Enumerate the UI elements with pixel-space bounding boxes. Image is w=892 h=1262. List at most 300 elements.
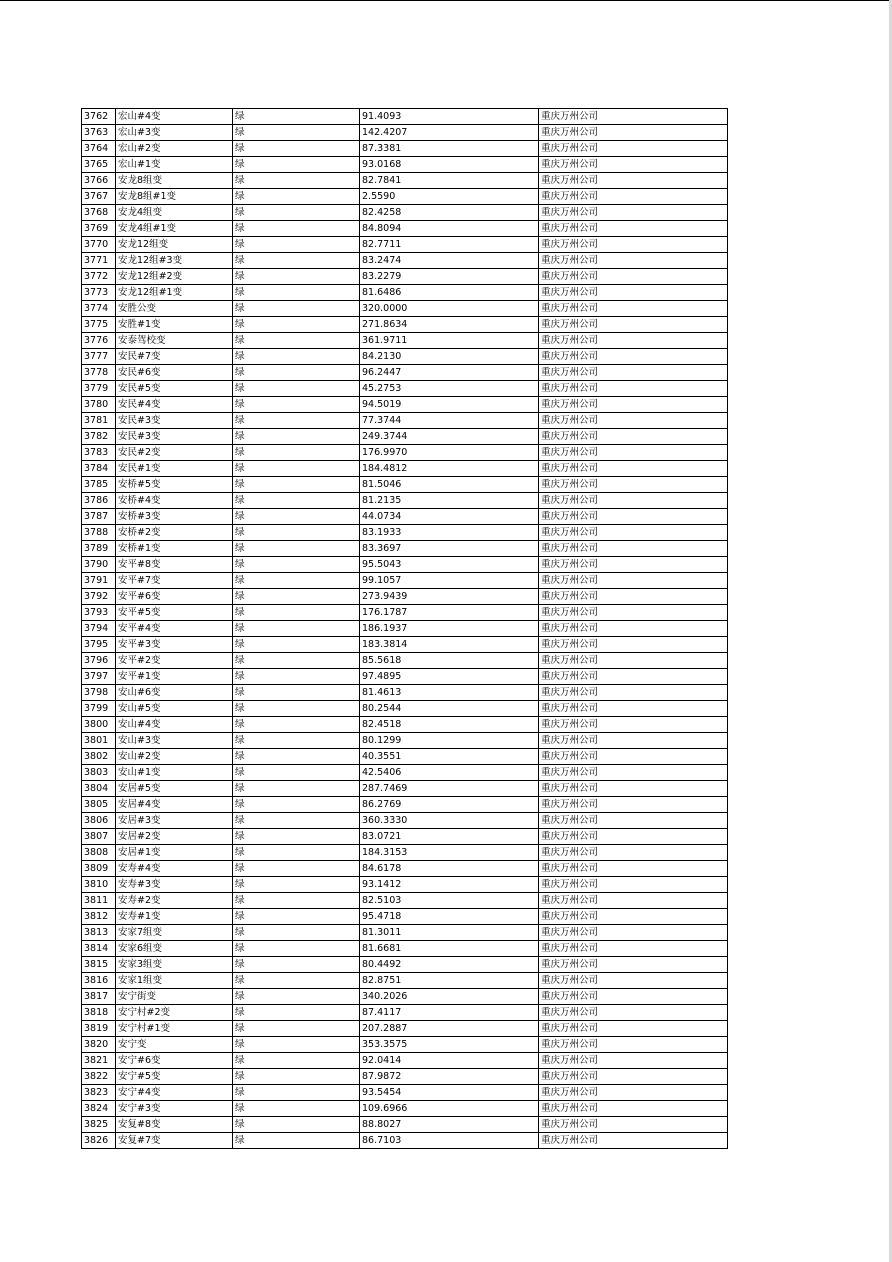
row-org-cell: 重庆万州公司 — [539, 237, 728, 253]
row-color-cell: 绿 — [233, 333, 360, 349]
row-value-cell: 83.2279 — [360, 269, 539, 285]
row-color-cell: 绿 — [233, 749, 360, 765]
row-org-cell: 重庆万州公司 — [539, 173, 728, 189]
row-id-cell: 3810 — [82, 877, 116, 893]
row-id-cell: 3807 — [82, 829, 116, 845]
row-value-cell: 96.2447 — [360, 365, 539, 381]
table-row — [82, 989, 728, 1005]
row-value-cell: 87.4117 — [360, 1005, 539, 1021]
row-name-cell: 安居#3变 — [116, 813, 233, 829]
row-org-cell: 重庆万州公司 — [539, 525, 728, 541]
row-id-cell: 3770 — [82, 237, 116, 253]
table-row — [82, 845, 728, 861]
row-value-cell: 82.8751 — [360, 973, 539, 989]
row-color-cell: 绿 — [233, 125, 360, 141]
row-color-cell: 绿 — [233, 253, 360, 269]
row-name-cell: 安桥#5变 — [116, 477, 233, 493]
row-name-cell: 安民#5变 — [116, 381, 233, 397]
row-name-cell: 安家3组变 — [116, 957, 233, 973]
table-row — [82, 173, 728, 189]
row-org-cell: 重庆万州公司 — [539, 829, 728, 845]
row-value-cell: 84.2130 — [360, 349, 539, 365]
row-value-cell: 81.6486 — [360, 285, 539, 301]
row-value-cell: 83.3697 — [360, 541, 539, 557]
row-value-cell: 2.5590 — [360, 189, 539, 205]
table-row — [82, 669, 728, 685]
row-id-cell: 3814 — [82, 941, 116, 957]
row-id-cell: 3767 — [82, 189, 116, 205]
row-value-cell: 184.4812 — [360, 461, 539, 477]
row-id-cell: 3817 — [82, 989, 116, 1005]
row-color-cell: 绿 — [233, 317, 360, 333]
row-value-cell: 82.7841 — [360, 173, 539, 189]
row-id-cell: 3798 — [82, 685, 116, 701]
row-name-cell: 宏山#3变 — [116, 125, 233, 141]
table-row — [82, 125, 728, 141]
row-org-cell: 重庆万州公司 — [539, 317, 728, 333]
table-row — [82, 925, 728, 941]
table-row — [82, 525, 728, 541]
row-value-cell: 80.4492 — [360, 957, 539, 973]
row-value-cell: 95.4718 — [360, 909, 539, 925]
row-value-cell: 93.0168 — [360, 157, 539, 173]
row-color-cell: 绿 — [233, 605, 360, 621]
row-org-cell: 重庆万州公司 — [539, 125, 728, 141]
table-row — [82, 461, 728, 477]
row-value-cell: 176.1787 — [360, 605, 539, 621]
table-row — [82, 1037, 728, 1053]
table-row — [82, 813, 728, 829]
row-value-cell: 84.6178 — [360, 861, 539, 877]
row-name-cell: 安平#4变 — [116, 621, 233, 637]
row-color-cell: 绿 — [233, 909, 360, 925]
row-name-cell: 安龙12组变 — [116, 237, 233, 253]
row-color-cell: 绿 — [233, 1085, 360, 1101]
row-name-cell: 安山#5变 — [116, 701, 233, 717]
page-top-rule — [0, 0, 890, 1]
row-org-cell: 重庆万州公司 — [539, 781, 728, 797]
table-row — [82, 717, 728, 733]
row-org-cell: 重庆万州公司 — [539, 189, 728, 205]
row-name-cell: 安民#3变 — [116, 413, 233, 429]
row-id-cell: 3800 — [82, 717, 116, 733]
table-row — [82, 141, 728, 157]
row-value-cell: 320.0000 — [360, 301, 539, 317]
row-org-cell: 重庆万州公司 — [539, 1085, 728, 1101]
table-row — [82, 509, 728, 525]
row-org-cell: 重庆万州公司 — [539, 1101, 728, 1117]
row-value-cell: 81.3011 — [360, 925, 539, 941]
row-color-cell: 绿 — [233, 189, 360, 205]
row-name-cell: 安宁变 — [116, 1037, 233, 1053]
row-color-cell: 绿 — [233, 493, 360, 509]
row-name-cell: 安平#6变 — [116, 589, 233, 605]
row-id-cell: 3764 — [82, 141, 116, 157]
row-name-cell: 安民#3变 — [116, 429, 233, 445]
row-value-cell: 80.2544 — [360, 701, 539, 717]
row-name-cell: 安龙4组#1变 — [116, 221, 233, 237]
row-org-cell: 重庆万州公司 — [539, 509, 728, 525]
row-value-cell: 81.2135 — [360, 493, 539, 509]
row-value-cell: 184.3153 — [360, 845, 539, 861]
row-color-cell: 绿 — [233, 845, 360, 861]
row-value-cell: 271.8634 — [360, 317, 539, 333]
row-id-cell: 3796 — [82, 653, 116, 669]
row-color-cell: 绿 — [233, 653, 360, 669]
table-row — [82, 557, 728, 573]
row-org-cell: 重庆万州公司 — [539, 365, 728, 381]
row-value-cell: 82.4518 — [360, 717, 539, 733]
row-name-cell: 安复#8变 — [116, 1117, 233, 1133]
row-id-cell: 3762 — [82, 109, 116, 125]
row-id-cell: 3811 — [82, 893, 116, 909]
row-org-cell: 重庆万州公司 — [539, 717, 728, 733]
row-org-cell: 重庆万州公司 — [539, 541, 728, 557]
row-org-cell: 重庆万州公司 — [539, 477, 728, 493]
row-org-cell: 重庆万州公司 — [539, 893, 728, 909]
row-value-cell: 186.1937 — [360, 621, 539, 637]
row-color-cell: 绿 — [233, 813, 360, 829]
row-name-cell: 安龙8组变 — [116, 173, 233, 189]
row-org-cell: 重庆万州公司 — [539, 637, 728, 653]
row-name-cell: 安宁村#2变 — [116, 1005, 233, 1021]
row-color-cell: 绿 — [233, 205, 360, 221]
row-name-cell: 安民#2变 — [116, 445, 233, 461]
table-row — [82, 1069, 728, 1085]
row-color-cell: 绿 — [233, 781, 360, 797]
row-id-cell: 3792 — [82, 589, 116, 605]
row-value-cell: 84.8094 — [360, 221, 539, 237]
row-org-cell: 重庆万州公司 — [539, 1053, 728, 1069]
row-value-cell: 81.4613 — [360, 685, 539, 701]
row-name-cell: 安寿#1变 — [116, 909, 233, 925]
table-row — [82, 1117, 728, 1133]
row-id-cell: 3801 — [82, 733, 116, 749]
row-color-cell: 绿 — [233, 557, 360, 573]
row-org-cell: 重庆万州公司 — [539, 1133, 728, 1149]
row-org-cell: 重庆万州公司 — [539, 333, 728, 349]
row-id-cell: 3823 — [82, 1085, 116, 1101]
row-id-cell: 3808 — [82, 845, 116, 861]
row-id-cell: 3775 — [82, 317, 116, 333]
row-name-cell: 安龙12组#3变 — [116, 253, 233, 269]
row-id-cell: 3782 — [82, 429, 116, 445]
row-name-cell: 安山#1变 — [116, 765, 233, 781]
row-value-cell: 82.4258 — [360, 205, 539, 221]
row-value-cell: 45.2753 — [360, 381, 539, 397]
table-row — [82, 941, 728, 957]
row-name-cell: 安寿#2变 — [116, 893, 233, 909]
row-name-cell: 安家7组变 — [116, 925, 233, 941]
row-org-cell: 重庆万州公司 — [539, 205, 728, 221]
row-id-cell: 3794 — [82, 621, 116, 637]
table-row — [82, 477, 728, 493]
row-color-cell: 绿 — [233, 109, 360, 125]
table-row — [82, 781, 728, 797]
row-color-cell: 绿 — [233, 989, 360, 1005]
table-row — [82, 189, 728, 205]
row-color-cell: 绿 — [233, 765, 360, 781]
table-row — [82, 429, 728, 445]
row-org-cell: 重庆万州公司 — [539, 813, 728, 829]
row-value-cell: 86.7103 — [360, 1133, 539, 1149]
row-name-cell: 安山#6变 — [116, 685, 233, 701]
row-value-cell: 77.3744 — [360, 413, 539, 429]
row-color-cell: 绿 — [233, 365, 360, 381]
row-name-cell: 安龙12组#1变 — [116, 285, 233, 301]
row-name-cell: 安山#3变 — [116, 733, 233, 749]
row-id-cell: 3765 — [82, 157, 116, 173]
table-row — [82, 237, 728, 253]
table-row — [82, 653, 728, 669]
table-row — [82, 1053, 728, 1069]
row-value-cell: 92.0414 — [360, 1053, 539, 1069]
row-name-cell: 安山#2变 — [116, 749, 233, 765]
row-id-cell: 3819 — [82, 1021, 116, 1037]
row-color-cell: 绿 — [233, 1021, 360, 1037]
row-org-cell: 重庆万州公司 — [539, 1037, 728, 1053]
row-name-cell: 宏山#1变 — [116, 157, 233, 173]
row-name-cell: 安宁村#1变 — [116, 1021, 233, 1037]
row-color-cell: 绿 — [233, 1133, 360, 1149]
row-name-cell: 安桥#1变 — [116, 541, 233, 557]
row-id-cell: 3786 — [82, 493, 116, 509]
table-row — [82, 445, 728, 461]
table-row — [82, 285, 728, 301]
row-value-cell: 82.7711 — [360, 237, 539, 253]
row-color-cell: 绿 — [233, 285, 360, 301]
row-value-cell: 44.0734 — [360, 509, 539, 525]
row-color-cell: 绿 — [233, 877, 360, 893]
data-table — [81, 108, 728, 1149]
row-value-cell: 97.4895 — [360, 669, 539, 685]
row-color-cell: 绿 — [233, 349, 360, 365]
row-color-cell: 绿 — [233, 685, 360, 701]
row-id-cell: 3824 — [82, 1101, 116, 1117]
row-color-cell: 绿 — [233, 509, 360, 525]
row-org-cell: 重庆万州公司 — [539, 109, 728, 125]
row-color-cell: 绿 — [233, 1053, 360, 1069]
row-id-cell: 3821 — [82, 1053, 116, 1069]
row-name-cell: 安家6组变 — [116, 941, 233, 957]
row-org-cell: 重庆万州公司 — [539, 381, 728, 397]
table-row — [82, 1101, 728, 1117]
table-row — [82, 333, 728, 349]
table-row — [82, 797, 728, 813]
row-color-cell: 绿 — [233, 173, 360, 189]
row-color-cell: 绿 — [233, 637, 360, 653]
row-value-cell: 360.3330 — [360, 813, 539, 829]
row-org-cell: 重庆万州公司 — [539, 157, 728, 173]
row-org-cell: 重庆万州公司 — [539, 413, 728, 429]
row-id-cell: 3797 — [82, 669, 116, 685]
row-value-cell: 183.3814 — [360, 637, 539, 653]
row-org-cell: 重庆万州公司 — [539, 349, 728, 365]
row-value-cell: 83.2474 — [360, 253, 539, 269]
row-color-cell: 绿 — [233, 141, 360, 157]
row-value-cell: 82.5103 — [360, 893, 539, 909]
table-row — [82, 413, 728, 429]
table-row — [82, 1021, 728, 1037]
row-org-cell: 重庆万州公司 — [539, 573, 728, 589]
row-value-cell: 83.0721 — [360, 829, 539, 845]
row-id-cell: 3766 — [82, 173, 116, 189]
row-color-cell: 绿 — [233, 861, 360, 877]
row-value-cell: 142.4207 — [360, 125, 539, 141]
row-name-cell: 安泰驾校变 — [116, 333, 233, 349]
row-id-cell: 3773 — [82, 285, 116, 301]
row-id-cell: 3799 — [82, 701, 116, 717]
row-color-cell: 绿 — [233, 701, 360, 717]
row-value-cell: 81.6681 — [360, 941, 539, 957]
row-name-cell: 安民#4变 — [116, 397, 233, 413]
row-color-cell: 绿 — [233, 973, 360, 989]
row-name-cell: 安宁#4变 — [116, 1085, 233, 1101]
row-color-cell: 绿 — [233, 957, 360, 973]
row-value-cell: 83.1933 — [360, 525, 539, 541]
row-org-cell: 重庆万州公司 — [539, 1005, 728, 1021]
row-name-cell: 安家1组变 — [116, 973, 233, 989]
row-id-cell: 3787 — [82, 509, 116, 525]
row-org-cell: 重庆万州公司 — [539, 973, 728, 989]
row-id-cell: 3826 — [82, 1133, 116, 1149]
row-id-cell: 3788 — [82, 525, 116, 541]
row-value-cell: 273.9439 — [360, 589, 539, 605]
row-color-cell: 绿 — [233, 717, 360, 733]
table-row — [82, 157, 728, 173]
row-value-cell: 87.3381 — [360, 141, 539, 157]
row-org-cell: 重庆万州公司 — [539, 925, 728, 941]
row-id-cell: 3777 — [82, 349, 116, 365]
row-org-cell: 重庆万州公司 — [539, 221, 728, 237]
row-org-cell: 重庆万州公司 — [539, 797, 728, 813]
table-row — [82, 397, 728, 413]
row-org-cell: 重庆万州公司 — [539, 733, 728, 749]
row-id-cell: 3784 — [82, 461, 116, 477]
row-value-cell: 93.5454 — [360, 1085, 539, 1101]
row-name-cell: 安平#5变 — [116, 605, 233, 621]
row-org-cell: 重庆万州公司 — [539, 909, 728, 925]
row-id-cell: 3783 — [82, 445, 116, 461]
row-name-cell: 安胜公变 — [116, 301, 233, 317]
table-row — [82, 493, 728, 509]
row-color-cell: 绿 — [233, 733, 360, 749]
row-value-cell: 353.3575 — [360, 1037, 539, 1053]
table-row — [82, 205, 728, 221]
row-id-cell: 3818 — [82, 1005, 116, 1021]
row-color-cell: 绿 — [233, 1101, 360, 1117]
row-name-cell: 安居#2变 — [116, 829, 233, 845]
row-id-cell: 3802 — [82, 749, 116, 765]
row-org-cell: 重庆万州公司 — [539, 749, 728, 765]
row-color-cell: 绿 — [233, 941, 360, 957]
row-org-cell: 重庆万州公司 — [539, 621, 728, 637]
row-name-cell: 安民#6变 — [116, 365, 233, 381]
row-color-cell: 绿 — [233, 381, 360, 397]
row-name-cell: 安寿#3变 — [116, 877, 233, 893]
row-id-cell: 3809 — [82, 861, 116, 877]
row-color-cell: 绿 — [233, 925, 360, 941]
table-row — [82, 589, 728, 605]
row-color-cell: 绿 — [233, 237, 360, 253]
row-org-cell: 重庆万州公司 — [539, 1021, 728, 1037]
row-org-cell: 重庆万州公司 — [539, 1069, 728, 1085]
row-org-cell: 重庆万州公司 — [539, 957, 728, 973]
table-row — [82, 381, 728, 397]
row-color-cell: 绿 — [233, 797, 360, 813]
row-name-cell: 安龙8组#1变 — [116, 189, 233, 205]
row-org-cell: 重庆万州公司 — [539, 253, 728, 269]
row-color-cell: 绿 — [233, 589, 360, 605]
row-id-cell: 3776 — [82, 333, 116, 349]
row-name-cell: 安平#8变 — [116, 557, 233, 573]
table-row — [82, 701, 728, 717]
table-row — [82, 637, 728, 653]
row-id-cell: 3795 — [82, 637, 116, 653]
table-body — [82, 109, 728, 1149]
row-id-cell: 3803 — [82, 765, 116, 781]
row-color-cell: 绿 — [233, 829, 360, 845]
row-id-cell: 3793 — [82, 605, 116, 621]
row-color-cell: 绿 — [233, 1005, 360, 1021]
row-color-cell: 绿 — [233, 397, 360, 413]
row-name-cell: 安桥#3变 — [116, 509, 233, 525]
table-row — [82, 253, 728, 269]
row-name-cell: 安民#7变 — [116, 349, 233, 365]
row-color-cell: 绿 — [233, 157, 360, 173]
row-org-cell: 重庆万州公司 — [539, 669, 728, 685]
row-color-cell: 绿 — [233, 893, 360, 909]
row-id-cell: 3804 — [82, 781, 116, 797]
row-value-cell: 85.5618 — [360, 653, 539, 669]
table-row — [82, 877, 728, 893]
table-row — [82, 605, 728, 621]
row-value-cell: 94.5019 — [360, 397, 539, 413]
row-id-cell: 3772 — [82, 269, 116, 285]
row-value-cell: 42.5406 — [360, 765, 539, 781]
row-id-cell: 3820 — [82, 1037, 116, 1053]
row-name-cell: 安山#4变 — [116, 717, 233, 733]
table-row — [82, 365, 728, 381]
row-org-cell: 重庆万州公司 — [539, 685, 728, 701]
table-row — [82, 829, 728, 845]
row-value-cell: 88.8027 — [360, 1117, 539, 1133]
row-org-cell: 重庆万州公司 — [539, 877, 728, 893]
row-org-cell: 重庆万州公司 — [539, 1117, 728, 1133]
row-id-cell: 3774 — [82, 301, 116, 317]
table-row — [82, 1005, 728, 1021]
row-id-cell: 3816 — [82, 973, 116, 989]
row-name-cell: 安平#3变 — [116, 637, 233, 653]
row-name-cell: 安桥#2变 — [116, 525, 233, 541]
row-color-cell: 绿 — [233, 445, 360, 461]
table-row — [82, 765, 728, 781]
row-color-cell: 绿 — [233, 269, 360, 285]
row-name-cell: 安龙4组变 — [116, 205, 233, 221]
row-color-cell: 绿 — [233, 221, 360, 237]
row-color-cell: 绿 — [233, 429, 360, 445]
row-id-cell: 3763 — [82, 125, 116, 141]
row-color-cell: 绿 — [233, 541, 360, 557]
row-id-cell: 3791 — [82, 573, 116, 589]
table-row — [82, 909, 728, 925]
row-org-cell: 重庆万州公司 — [539, 605, 728, 621]
row-org-cell: 重庆万州公司 — [539, 429, 728, 445]
row-id-cell: 3815 — [82, 957, 116, 973]
row-name-cell: 安平#2变 — [116, 653, 233, 669]
row-value-cell: 81.5046 — [360, 477, 539, 493]
row-name-cell: 安宁街变 — [116, 989, 233, 1005]
